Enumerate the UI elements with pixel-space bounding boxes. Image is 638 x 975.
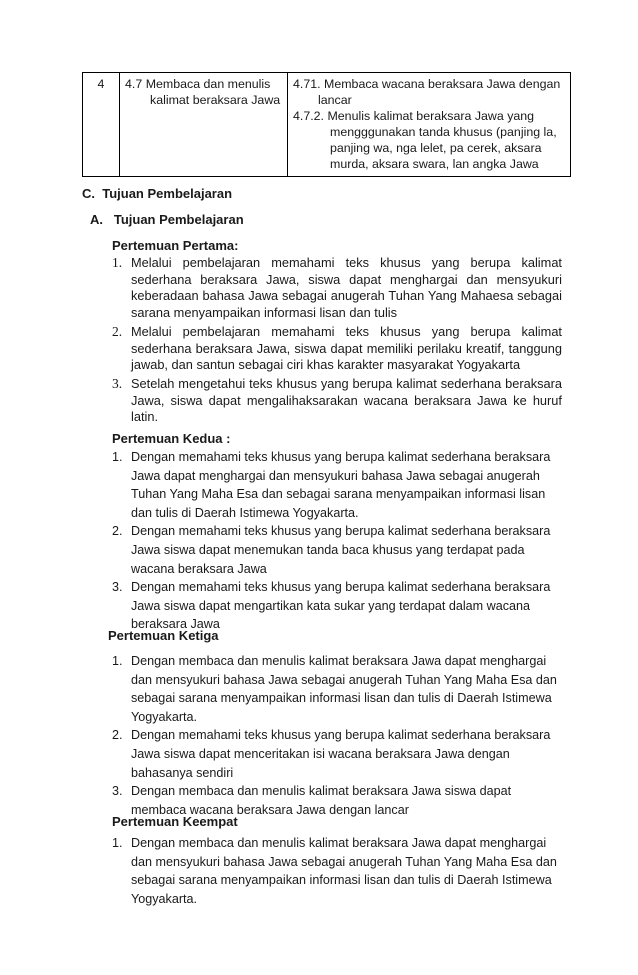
meeting-title: Pertemuan Keempat [112,814,238,829]
list-text: Dengan membaca dan menulis kalimat beraksara Jawa dapat menghargai dan mensyukuri bahasa Jawa sebagai anugerah Tuhan Yang Maha Esa dan sebagai sarana menyampaikan informasi lisan dan tulis di Daerah Istimewa Yogyakarta. [131,654,557,724]
list-text: Melalui pembelajaran memahami teks khusus yang berupa kalimat sederhana beraksara Jawa, siswa dapat menghargai dan mensyukuri keberadaan bahasa Jawa sebagai anugerah Tuhan Yang Mahaesa sebagai sarana menyampaikan informasi lisan dan tulis [131,255,562,321]
indicator-text: Membaca wacana beraksara Jawa dengan lancar [318,77,561,107]
kd-text: Membaca dan menulis kalimat beraksara Jawa [145,77,281,107]
list-item [112,376,562,426]
row-number: 4 [97,77,105,91]
list-number: 3. [112,784,123,799]
indicator-item [293,108,565,172]
list-text: Setelah mengetahui teks khusus yang berupa kalimat sederhana beraksara Jawa, siswa dapat mengalihaksarakan wacana beraksara Jawa ke huruf latin. [131,375,562,425]
list-text: Dengan memahami teks khusus yang berupa kalimat sederhana beraksara Jawa siswa dapat menceritakan isi wacana beraksara Jawa dengan bahasanya sendiri [131,728,551,780]
meeting-title: Pertemuan Ketiga [108,628,219,643]
kd-number: 4.7 [125,77,143,91]
indicator-number: 4.7.2. [293,109,325,123]
indicator-item [293,76,565,108]
meeting-objectives-list [112,255,562,426]
list-number: 1. [112,450,123,464]
list-item [112,324,562,374]
list-number: 1. [112,836,123,850]
basic-competency [125,76,282,108]
competency-table [82,72,571,177]
list-text: Melalui pembelajaran memahami teks khusus yang berupa kalimat sederhana beraksara Jawa, siswa dapat memiliki perilaku kreatif, tanggung jawab, dan santun sebagai ciri khas karakter masyarakat Yogyakarta [131,323,562,373]
section-letter: A. [90,212,103,227]
list-number: 1. [112,654,123,668]
list-number: 2. [112,524,123,539]
list-text: Dengan memahami teks khusus yang berupa kalimat sederhana beraksara Jawa siswa dapat menemukan tanda baca khusus yang terdapat pada wacana beraksara Jawa [131,524,551,576]
list-item [112,522,567,578]
list-number: 3. [112,375,123,391]
meeting-title: Pertemuan Pertama: [112,238,239,253]
indicator-cell [288,73,571,177]
list-item [112,652,567,726]
meeting-objectives-list [112,652,567,819]
indicator-number: 4.71. [293,77,321,91]
list-number: 2. [112,728,123,743]
list-item [112,448,567,522]
row-number-cell [83,73,120,177]
meeting-objectives-list [112,834,567,908]
meeting-title: Pertemuan Kedua : [112,431,231,446]
list-text: Dengan memahami teks khusus yang berupa kalimat sederhana beraksara Jawa dapat menghargai dan mensyukuri bahasa Jawa sebagai anugerah Tuhan Yang Maha Esa dan sebagai sarana menyampaikan informasi lisan dan tulis di Daerah Istimewa Yogyakarta. [131,450,551,520]
section-letter: C. [82,186,95,201]
section-c-heading [82,186,232,201]
section-title: Tujuan Pembelajaran [113,212,244,227]
section-a-heading [90,212,244,227]
basic-competency-cell [120,73,288,177]
list-text: Dengan membaca dan menulis kalimat beraksara Jawa siswa dapat membaca wacana beraksara Jawa dengan lancar [131,784,512,817]
meeting-objectives-list [112,448,567,634]
list-item [112,726,567,782]
table-row [83,73,571,177]
section-title: Tujuan Pembelajaran [102,186,233,201]
list-number: 3. [112,580,123,595]
list-text: Dengan memahami teks khusus yang berupa kalimat sederhana beraksara Jawa siswa dapat mengartikan kata sukar yang terdapat dalam wacana beraksara Jawa [131,580,551,632]
list-text: Dengan membaca dan menulis kalimat beraksara Jawa dapat menghargai dan mensyukuri bahasa Jawa sebagai anugerah Tuhan Yang Maha Esa dan sebagai sarana menyampaikan informasi lisan dan tulis di Daerah Istimewa Yogyakarta. [131,836,557,906]
list-item [112,255,562,322]
list-number: 1. [112,255,123,270]
list-item [112,834,567,908]
list-item [112,578,567,634]
indicator-text: Menulis kalimat beraksara Jawa yang mengggunakan tanda khusus (panjing la, panjing wa, nga lelet, pa cerek, aksara murda, aksara swara, lan angka Jawa [327,109,557,171]
list-number: 2. [112,323,123,339]
